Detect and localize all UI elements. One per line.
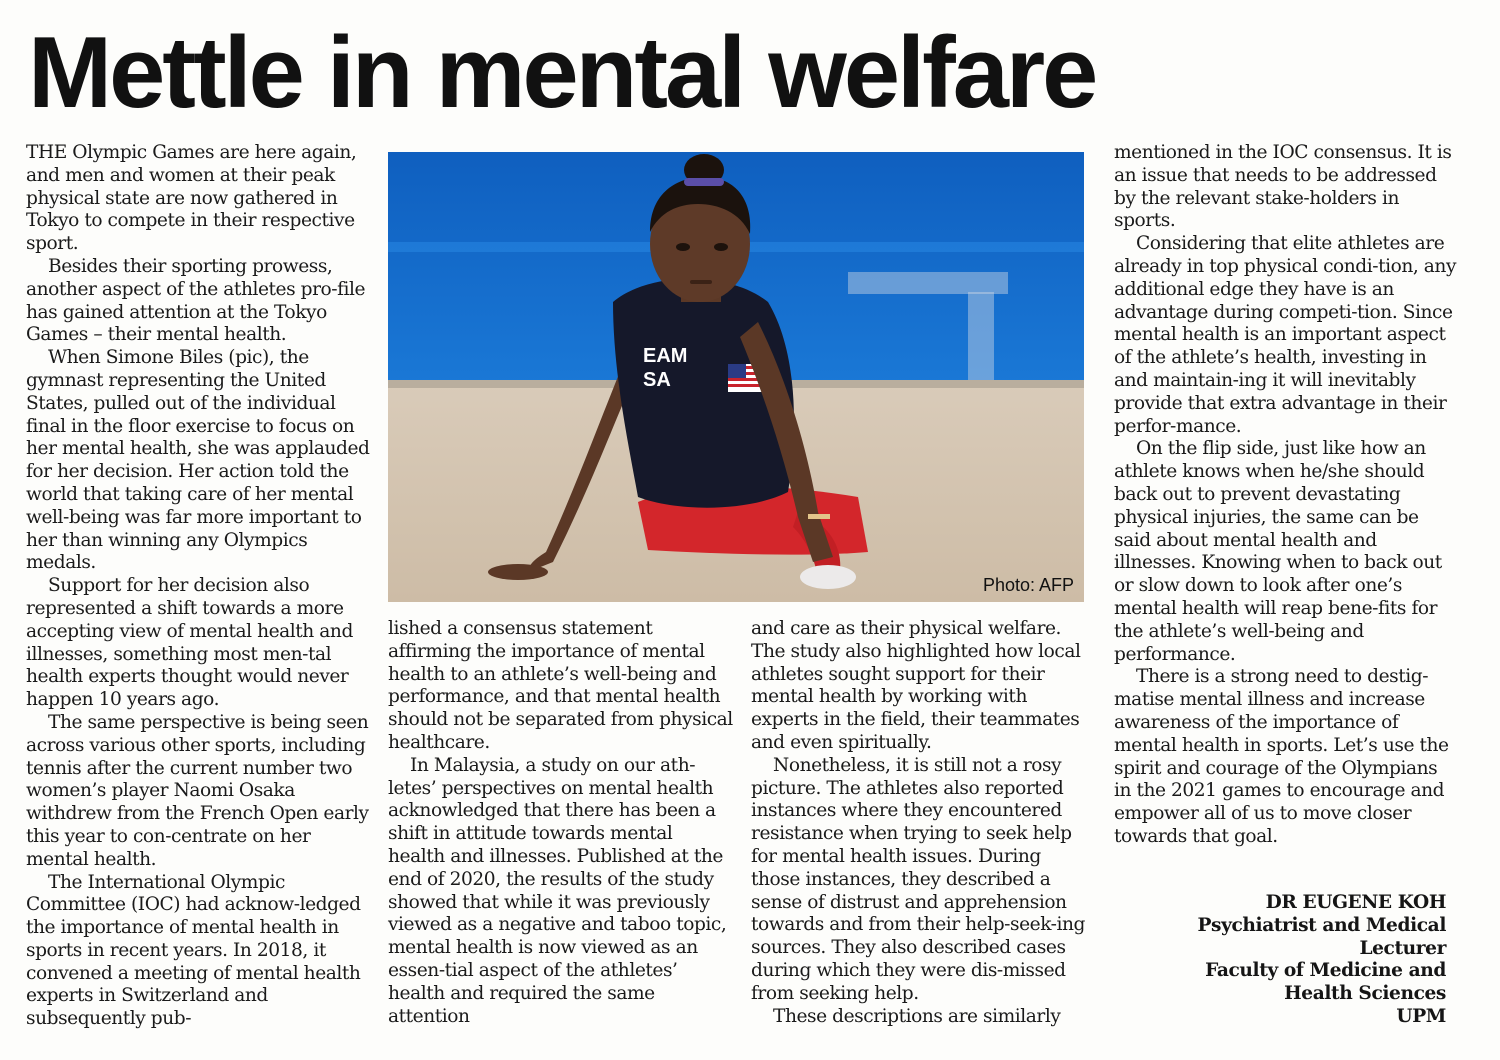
paragraph: The International Olympic Committee (IOC) had acknow-ledged the importance of mental health in sports in recent years. In 2018, it convened a meeting of mental health experts in Switzerland and subsequently pub- — [26, 871, 361, 1030]
paragraph: In Malaysia, a study on our ath-letes’ perspectives on mental health acknowledged that there has been a shift in attitude towards mental health and illnesses. Published at the end of 2020, the results of the study showed that while it was previously viewed as a negative and taboo topic, mental health is now viewed as an essen-tial aspect of the athletes’ health and required the same attention — [388, 754, 727, 1027]
paragraph: Support for her decision also represented a shift towards a more accepting view of mental health and illnesses, something most men-tal health experts thought would never happen 10 years ago. — [26, 575, 353, 711]
paragraph: There is a strong need to destig-matise mental illness and increase awareness of the importance of mental health in sports. Let’s use the spirit and courage of the Olympians in the 2021 games to encourage and empower all of us to move closer towards that goal. — [1114, 666, 1449, 847]
author-byline — [1126, 892, 1446, 1029]
paragraph: Considering that elite athletes are already in top physical condi-tion, any additional edge they have is an advantage during competi-tion. Since mental health is an important aspect of the athlete’s health, investing in and maintain-ing it will inevitably provide that extra advantage in their perfor-mance. — [1114, 233, 1457, 437]
paragraph: These descriptions are similarly — [773, 1005, 1061, 1027]
author-title: Lecturer — [1359, 937, 1446, 959]
author-organization: UPM — [1396, 1005, 1446, 1027]
column-3 — [751, 618, 1091, 1028]
paragraph: lished a consensus statement affirming the importance of mental health to an athlete’s well-being and performance, and that mental health should not be separated from physical healthcare. — [388, 618, 733, 753]
column-2 — [388, 618, 733, 1028]
shirt-lettering: EAM SA — [643, 345, 688, 391]
author-department: Faculty of Medicine and — [1205, 960, 1446, 982]
paragraph: The same perspective is being seen across various other sports, including tennis after the current number two women’s player Naomi Osaka withdrew from the French Open early this year to con-centrate on her mental health. — [26, 711, 369, 870]
paragraph: Nonetheless, it is still not a rosy picture. The athletes also reported instances where they encountered resistance when trying to seek help for mental health issues. During those instances, they described a sense of distrust and apprehension towards and from their help-seek-ing sources. They also described cases during which they were dis-missed from seeking help. — [751, 754, 1085, 1004]
photo-credit: Photo: AFP — [982, 575, 1074, 595]
column-1 — [26, 142, 376, 1031]
paragraph: and care as their physical welfare. The study also highlighted how local athletes sought support for their mental health by working with experts in the field, their teammates and even spiritually. — [751, 618, 1081, 753]
headline: Mettle in mental welfare — [28, 17, 1096, 129]
paragraph: THE Olympic Games are here again, and men and women at their peak physical state are now gathered in Tokyo to compete in their respective sport. — [26, 142, 357, 255]
author-department: Health Sciences — [1284, 983, 1446, 1005]
athlete-illustration — [388, 152, 1084, 602]
author-name: DR EUGENE KOH — [1265, 892, 1446, 913]
athlete-photo — [388, 152, 1084, 602]
paragraph: mentioned in the IOC consensus. It is an issue that needs to be addressed by the relevant stake-holders in sports. — [1114, 142, 1452, 232]
paragraph: Besides their sporting prowess, another aspect of the athletes pro-file has gained attention at the Tokyo Games – their mental health. — [26, 255, 366, 346]
author-title: Psychiatrist and Medical — [1197, 914, 1446, 936]
column-4 — [1114, 142, 1459, 849]
paragraph: On the flip side, just like how an athlete knows when he/she should back out to prevent devastating physical injuries, the same can be said about mental health and illnesses. Knowing when to back out or slow down to look after one’s mental health will reap bene-fits for the athlete’s well-being and performance. — [1114, 438, 1442, 665]
paragraph: When Simone Biles (pic), the gymnast representing the United States, pulled out of the individual final in the floor exercise to focus on her mental health, she was applauded for her decision. Her action told the world that taking care of her mental well-being was far more important to her than winning any Olympics medals. — [26, 347, 370, 574]
